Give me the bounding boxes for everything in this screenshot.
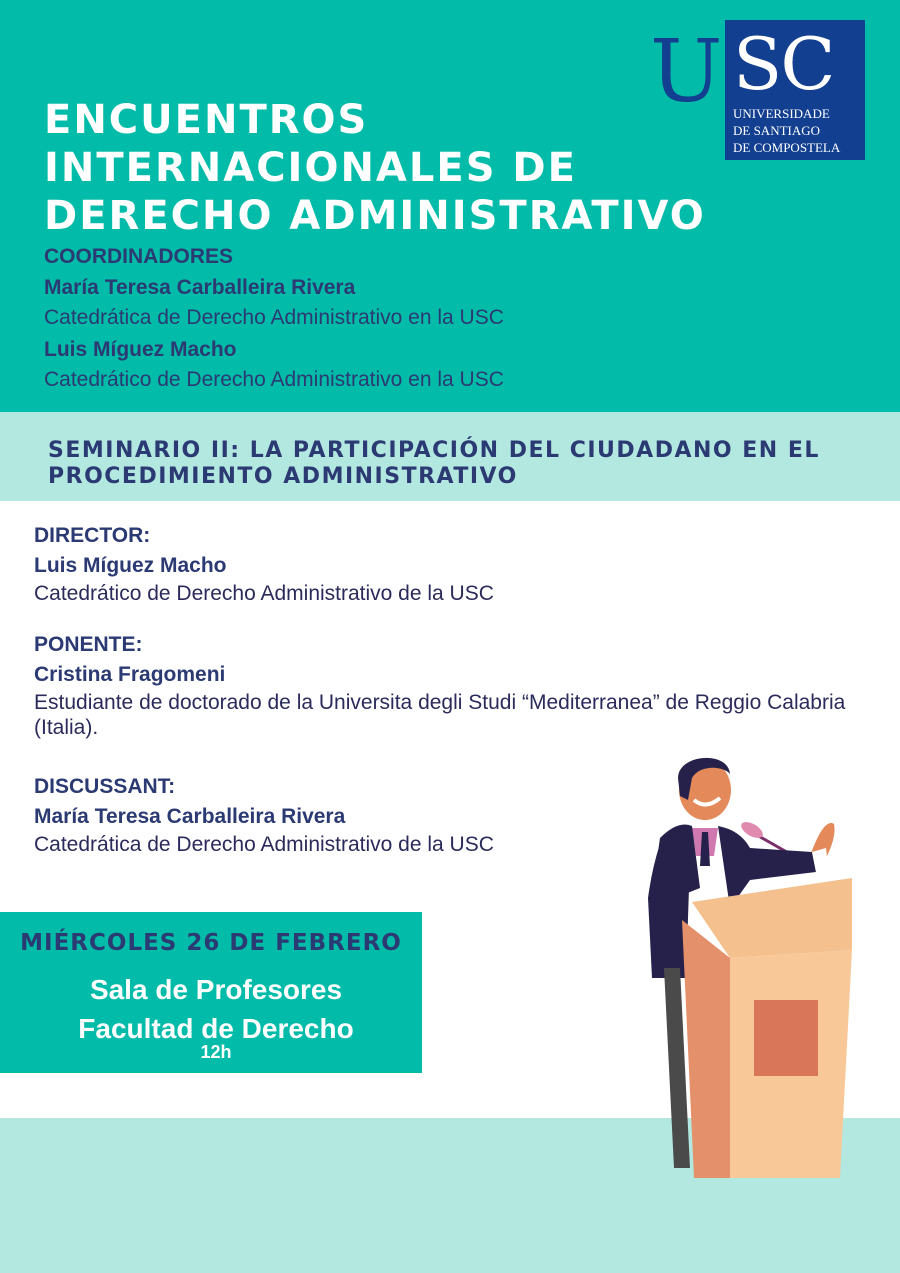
jacket-body [648, 844, 690, 978]
page-title [44, 96, 804, 240]
podium-side [682, 920, 730, 1178]
event-info-box [0, 912, 422, 1073]
director-label: DIRECTOR: [34, 524, 151, 547]
director-section [34, 521, 864, 606]
coordinators-heading: COORDINADORES [44, 245, 234, 268]
event-room: Sala de Profesores [89, 974, 343, 1005]
logo-line: DE SANTIAGO [733, 123, 821, 138]
speaker-at-podium-illustration [630, 748, 870, 1188]
seminar-title: SEMINARIO II: LA PARTICIPACIÓN DEL CIUDADANO EN EL PROCEDIMIENTO ADMINISTRATIVO [48, 438, 820, 489]
discussant-description: Catedrática de Derecho Administrativo de la USC [34, 833, 494, 856]
event-date: MIÉRCOLES 26 DE FEBRERO [20, 930, 402, 956]
logo-letter-u: U [650, 22, 723, 122]
coordinators-block [44, 243, 644, 395]
director-name: Luis Míguez Macho [34, 554, 227, 577]
event-faculty: Facultad de Derecho [78, 1013, 354, 1044]
logo-line: DE COMPOSTELA [733, 140, 841, 155]
title-line: DERECHO ADMINISTRATIVO [44, 193, 706, 239]
title-line: INTERNACIONALES DE [44, 145, 577, 191]
ponente-description: Estudiante de doctorado de la Universita degli Studi “Mediterranea” de Reggio Calabria (Italia). [34, 691, 846, 739]
event-place [0, 970, 432, 1048]
coordinator-role: Catedrático de Derecho Administrativo en la USC [44, 368, 504, 391]
ponente-section [34, 630, 864, 740]
logo-line: UNIVERSIDADE [733, 106, 830, 121]
discussant-label: DISCUSSANT: [34, 775, 176, 798]
title-line: ENCUENTROS [44, 97, 369, 143]
logo-letters-sc: SC [733, 22, 834, 106]
ponente-label: PONENTE: [34, 633, 143, 656]
discussant-name: María Teresa Carballeira Rivera [34, 805, 346, 828]
coordinator-name: María Teresa Carballeira Rivera [44, 276, 356, 299]
coordinator-role: Catedrática de Derecho Administrativo en la USC [44, 306, 504, 329]
event-time: 12h [200, 1042, 232, 1062]
director-description: Catedrático de Derecho Administrativo de la USC [34, 582, 494, 605]
ponente-name: Cristina Fragomeni [34, 663, 226, 686]
podium-panel [754, 1000, 818, 1076]
coordinator-name: Luis Míguez Macho [44, 338, 237, 361]
podium-top [692, 878, 852, 958]
